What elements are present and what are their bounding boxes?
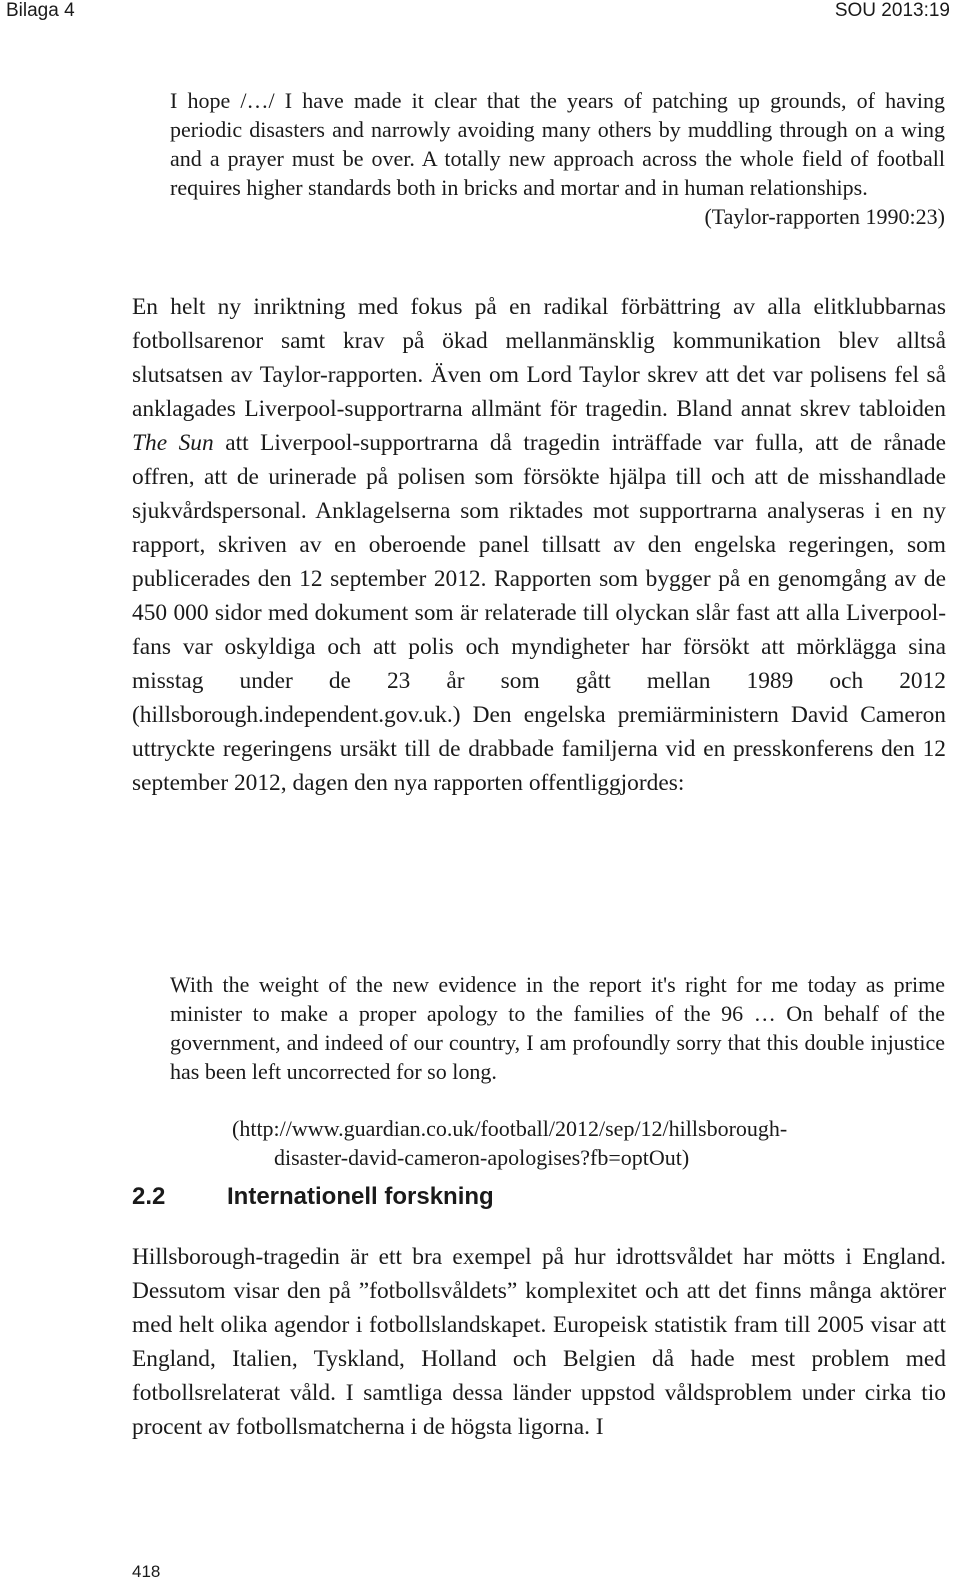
- block-quote-taylor: [170, 86, 945, 231]
- quote-cameron-source: [232, 1114, 952, 1172]
- quote-cameron-source-line-1: (http://www.guardian.co.uk/football/2012/sep/12/hillsborough-: [232, 1116, 788, 1141]
- quote-cameron-text: With the weight of the new evidence in the report it's right for me today as prime minister to make a proper apology to the families of the 96 … On behalf of the government, and indeed of our country, I am profoundly sorry that this double injustice has been left uncorrected for so long.: [170, 972, 945, 1084]
- header-report-id: SOU 2013:19: [834, 0, 950, 21]
- paragraph-1-newspaper-title: The Sun: [132, 430, 214, 456]
- quote-taylor-source: (Taylor-rapporten 1990:23): [704, 204, 945, 229]
- header-appendix-label: Bilaga 4: [6, 0, 75, 21]
- section-number: 2.2: [132, 1183, 166, 1210]
- running-header: [0, 0, 960, 28]
- body-paragraph-2: Hillsborough-tragedin är ett bra exempel på hur idrottsvåldet har mötts i England. Dessutom visar den på ”fotbollsvåldets” komplexitet och att det finns många aktörer med helt olika agendor i fotbollslandskapet. Europeisk statistik fram till 2005 visar att England, Italien, Tyskland, Holland och Belgien då hade mest problem med fotbollsrelaterat våld. I samtliga dessa länder uppstod våldsproblem under cirka tio procent av fotbollsmatcherna i de högsta ligorna. I: [132, 1244, 946, 1440]
- section-heading: [132, 1183, 494, 1211]
- quote-cameron-source-line-2: disaster-david-cameron-apologises?fb=optOut): [274, 1145, 690, 1170]
- block-quote-cameron: [170, 970, 945, 1086]
- paragraph-1-text-a: En helt ny inriktning med fokus på en radikal förbättring av alla elitklubbarnas fotbollsarenor samt krav på ökad mellanmänsklig kommunikation blev alltså slutsatsen av Taylor-rapporten. Även om Lord Taylor skrev att det var polisens fel så anklagades Liverpool-supportrarna allmänt för tragedin. Bland annat skrev tabloiden: [132, 294, 946, 422]
- paragraph-1-text-b: att Liverpool-supportrarna då tragedin inträffade var fulla, att de rånade offren, att de urinerade på polisen som försökte hjälpa till och att de misshandlade sjukvårdspersonal. Anklagelserna som riktades mot supportrarna analyseras i en ny rapport, skriven av en oberoende panel tillsatt av den engelska regeringen, som publicerades den 12 september 2012. Rapporten som bygger på en genomgång av de 450 000 sidor med dokument som är relaterade till olyckan slår fast att alla Liverpool-fans var oskyldiga och att polis och myndigheter har försökt att mörklägga sina misstag under de 23 år som gått mellan 1989 och 2012 (hillsborough.independent.gov.uk.) Den engelska premiärministern David Cameron uttryckte regeringens ursäkt till de drabbade familjerna vid en presskonferens den 12 september 2012, dagen den nya rapporten offentliggjordes:: [132, 430, 946, 796]
- body-paragraph-1: [132, 290, 946, 800]
- quote-taylor-text: I hope /…/ I have made it clear that the years of patching up grounds, of having periodic disasters and narrowly avoiding many others by muddling through on a wing and a prayer must be over. A totally new approach across the whole field of football requires higher standards both in bricks and mortar and in human relationships.: [170, 88, 945, 200]
- section-title: Internationell forskning: [227, 1183, 494, 1210]
- page-number: 418: [132, 1562, 161, 1581]
